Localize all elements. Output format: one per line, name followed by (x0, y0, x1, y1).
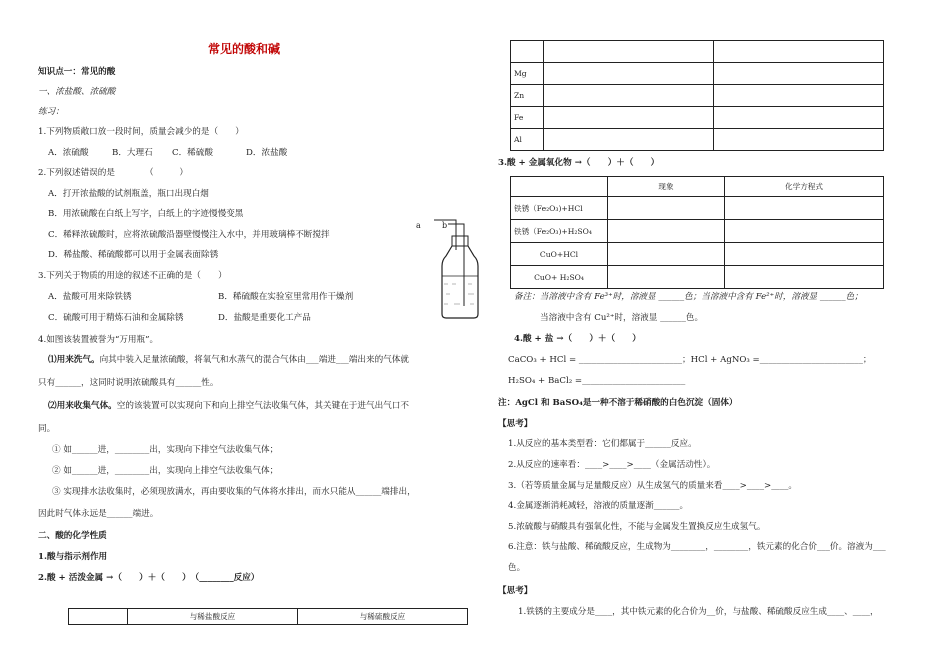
practice-label: 练习： (38, 107, 64, 117)
row-label-fe: Fe (511, 107, 544, 129)
inlet-label-a: a (416, 221, 421, 230)
property-2: 2.酸 + 活泼金属 →（ ）＋（ ） （________反应） (38, 573, 260, 583)
q1-option-b: B．大理石 (112, 148, 153, 158)
q4-part-1 (48, 354, 409, 366)
q2-option-b: B．用浓硫酸在白纸上写字，白纸上的字迹慢慢变黑 (48, 209, 244, 219)
row-cuo-h2so4: CuO+ H₂SO₄ (511, 266, 608, 289)
metal-reaction-table-header (68, 608, 468, 625)
row-label-al: Al (511, 129, 544, 151)
q4-item-3: ③ 实现排水法收集时，必须现放满水，再由要收集的气体将水排出，而水只能从______端排出， (52, 487, 416, 497)
row-label-mg: Mg (511, 63, 544, 85)
knowledge-point-heading: 知识点一：常见的酸 (38, 67, 116, 77)
outlet-label-b: b (442, 221, 448, 230)
table-cell-empty (544, 41, 714, 63)
think-heading-1: 【思考】 (498, 419, 533, 429)
header-phenomenon: 现象 (608, 177, 725, 197)
note-ion-colors: 备注：当溶液中含有 Fe³⁺时，溶液显 ______色；当溶液中含有 Fe²⁺时，溶液显 ______色； (514, 292, 863, 302)
equation-line-1: CaCO₃ + HCl = ________________________；HCl + AgNO₃ =________________________； (508, 355, 872, 365)
header-hcl: 与稀盐酸反应 (128, 609, 298, 625)
section-2-heading: 二、酸的化学性质 (38, 531, 107, 541)
question-3: 3.下列关于物质的用途的叙述不正确的是（ ） (38, 271, 227, 281)
equation-line-2: H₂SO₄ + BaCl₂ =________________________ (508, 376, 686, 386)
table-cell-empty (69, 609, 128, 625)
section-heading: 一、浓盐酸、浓硫酸 (38, 87, 116, 97)
liquid-hatching (444, 284, 474, 304)
metal-reaction-table (510, 40, 884, 151)
question-2: 2.下列叙述错误的是 （ ） (38, 168, 188, 178)
q4-part-2 (48, 400, 409, 412)
bottle-body (442, 246, 478, 318)
q3-option-d: D．盐酸是重要化工产品 (218, 313, 311, 323)
think-item-3: 3.（若等质量金属与足量酸反应）从生成氢气的质量来看____>____>____。 (508, 481, 798, 491)
q4-part-1-text: 向其中装入足量浓硫酸，将氧气和水蒸气的混合气体由___端进___端出来的气体就 (99, 355, 409, 365)
q4-part-1-label: ⑴用来洗气。 (48, 355, 100, 365)
gas-washing-bottle-diagram (412, 214, 492, 326)
table-cell-empty (714, 41, 884, 63)
q4-part-2-cont: 同。 (38, 424, 56, 434)
q3-option-c: C．硫酸可用于精炼石油和金属除锈 (48, 313, 184, 323)
q4-item-3-cont: 因此时气体永远是______端进。 (38, 509, 159, 519)
q3-option-a: A．盐酸可用来除铁锈 (48, 292, 132, 302)
row-rust-hcl: 铁锈（Fe₂O₃)+HCl (511, 197, 608, 220)
page-title: 常见的酸和碱 (208, 42, 281, 56)
property-4: 4.酸 + 盐 →（ ）＋（ ） (514, 334, 641, 344)
q4-item-2: ② 如______进，________出，实现向上排空气法收集气体； (52, 466, 279, 476)
question-4: 4.如图该装置被誉为“万用瓶”。 (38, 335, 159, 345)
think-item-6: 6.注意：铁与盐酸、稀硫酸反应，生成物为________，________，铁元素的化合价___价。溶液为___ (508, 542, 886, 552)
header-h2so4: 与稀硫酸反应 (298, 609, 468, 625)
q2-option-c: C．稀释浓硫酸时，应将浓硫酸沿器壁慢慢注入水中，并用玻璃棒不断搅拌 (48, 230, 330, 240)
row-rust-h2so4: 铁锈（Fe₂O₃)+H₂SO₄ (511, 220, 608, 243)
stopper (452, 236, 468, 246)
header-equation: 化学方程式 (725, 177, 884, 197)
think-item-6-cont: 色。 (508, 563, 526, 573)
q2-option-d: D．稀盐酸、稀硫酸都可以用于金属表面除锈 (48, 250, 219, 260)
think-item-4: 4.金属逐渐消耗减轻，溶液的质量逐渐______。 (508, 501, 689, 511)
q3-option-b: B．稀硫酸在实验室里常用作干燥剂 (218, 292, 354, 302)
think-item-2: 2.从反应的速率看：____>____>____（金属活动性）。 (508, 460, 716, 470)
row-cuo-hcl: CuO+HCl (511, 243, 608, 266)
table-cell-empty (511, 41, 544, 63)
q2-option-a: A．打开浓盐酸的试剂瓶盖，瓶口出现白烟 (48, 189, 209, 199)
note-precipitate: 注：AgCl 和 BaSO₄是一种不溶于稀硝酸的白色沉淀（固体） (498, 398, 738, 408)
think-item-5: 5.浓硫酸与硝酸具有强氧化性，不能与金属发生置换反应生成氢气。 (508, 522, 766, 532)
row-label-zn: Zn (511, 85, 544, 107)
q1-option-a: A．浓硫酸 (48, 148, 89, 158)
q1-option-d: D．浓盐酸 (246, 148, 288, 158)
property-1: 1.酸与指示剂作用 (38, 552, 108, 562)
q1-option-c: C．稀硫酸 (172, 148, 213, 158)
q4-part-2-label: ⑵用来收集气体。 (48, 401, 117, 411)
q4-part-2-text: 空的该装置可以实现向下和向上排空气法收集气体，其关键在于进气出气口不 (116, 401, 409, 411)
q4-part-1-cont: 只有______，这同时说明浓硫酸具有______性。 (38, 378, 219, 388)
think-2-item-1: 1.铁锈的主要成分是____，其中铁元素的化合价为__价，与盐酸、稀硫酸反应生成____、____， (518, 607, 879, 617)
oxide-reaction-table (510, 176, 884, 289)
think-item-1: 1.从反应的基本类型看：它们都属于______反应。 (508, 439, 697, 449)
think-heading-2: 【思考】 (498, 586, 533, 596)
question-1: 1.下列物质敞口放一段时间，质量会减少的是（ ） (38, 127, 244, 137)
q4-item-1: ① 如______进，________出，实现向下排空气法收集气体； (52, 445, 279, 455)
property-3: 3.酸 + 金属氧化物 →（ ）＋（ ） (498, 158, 660, 168)
note-copper-color: 当溶液中含有 Cu²⁺时，溶液显 ______色。 (540, 313, 704, 323)
table-cell-empty (511, 177, 608, 197)
